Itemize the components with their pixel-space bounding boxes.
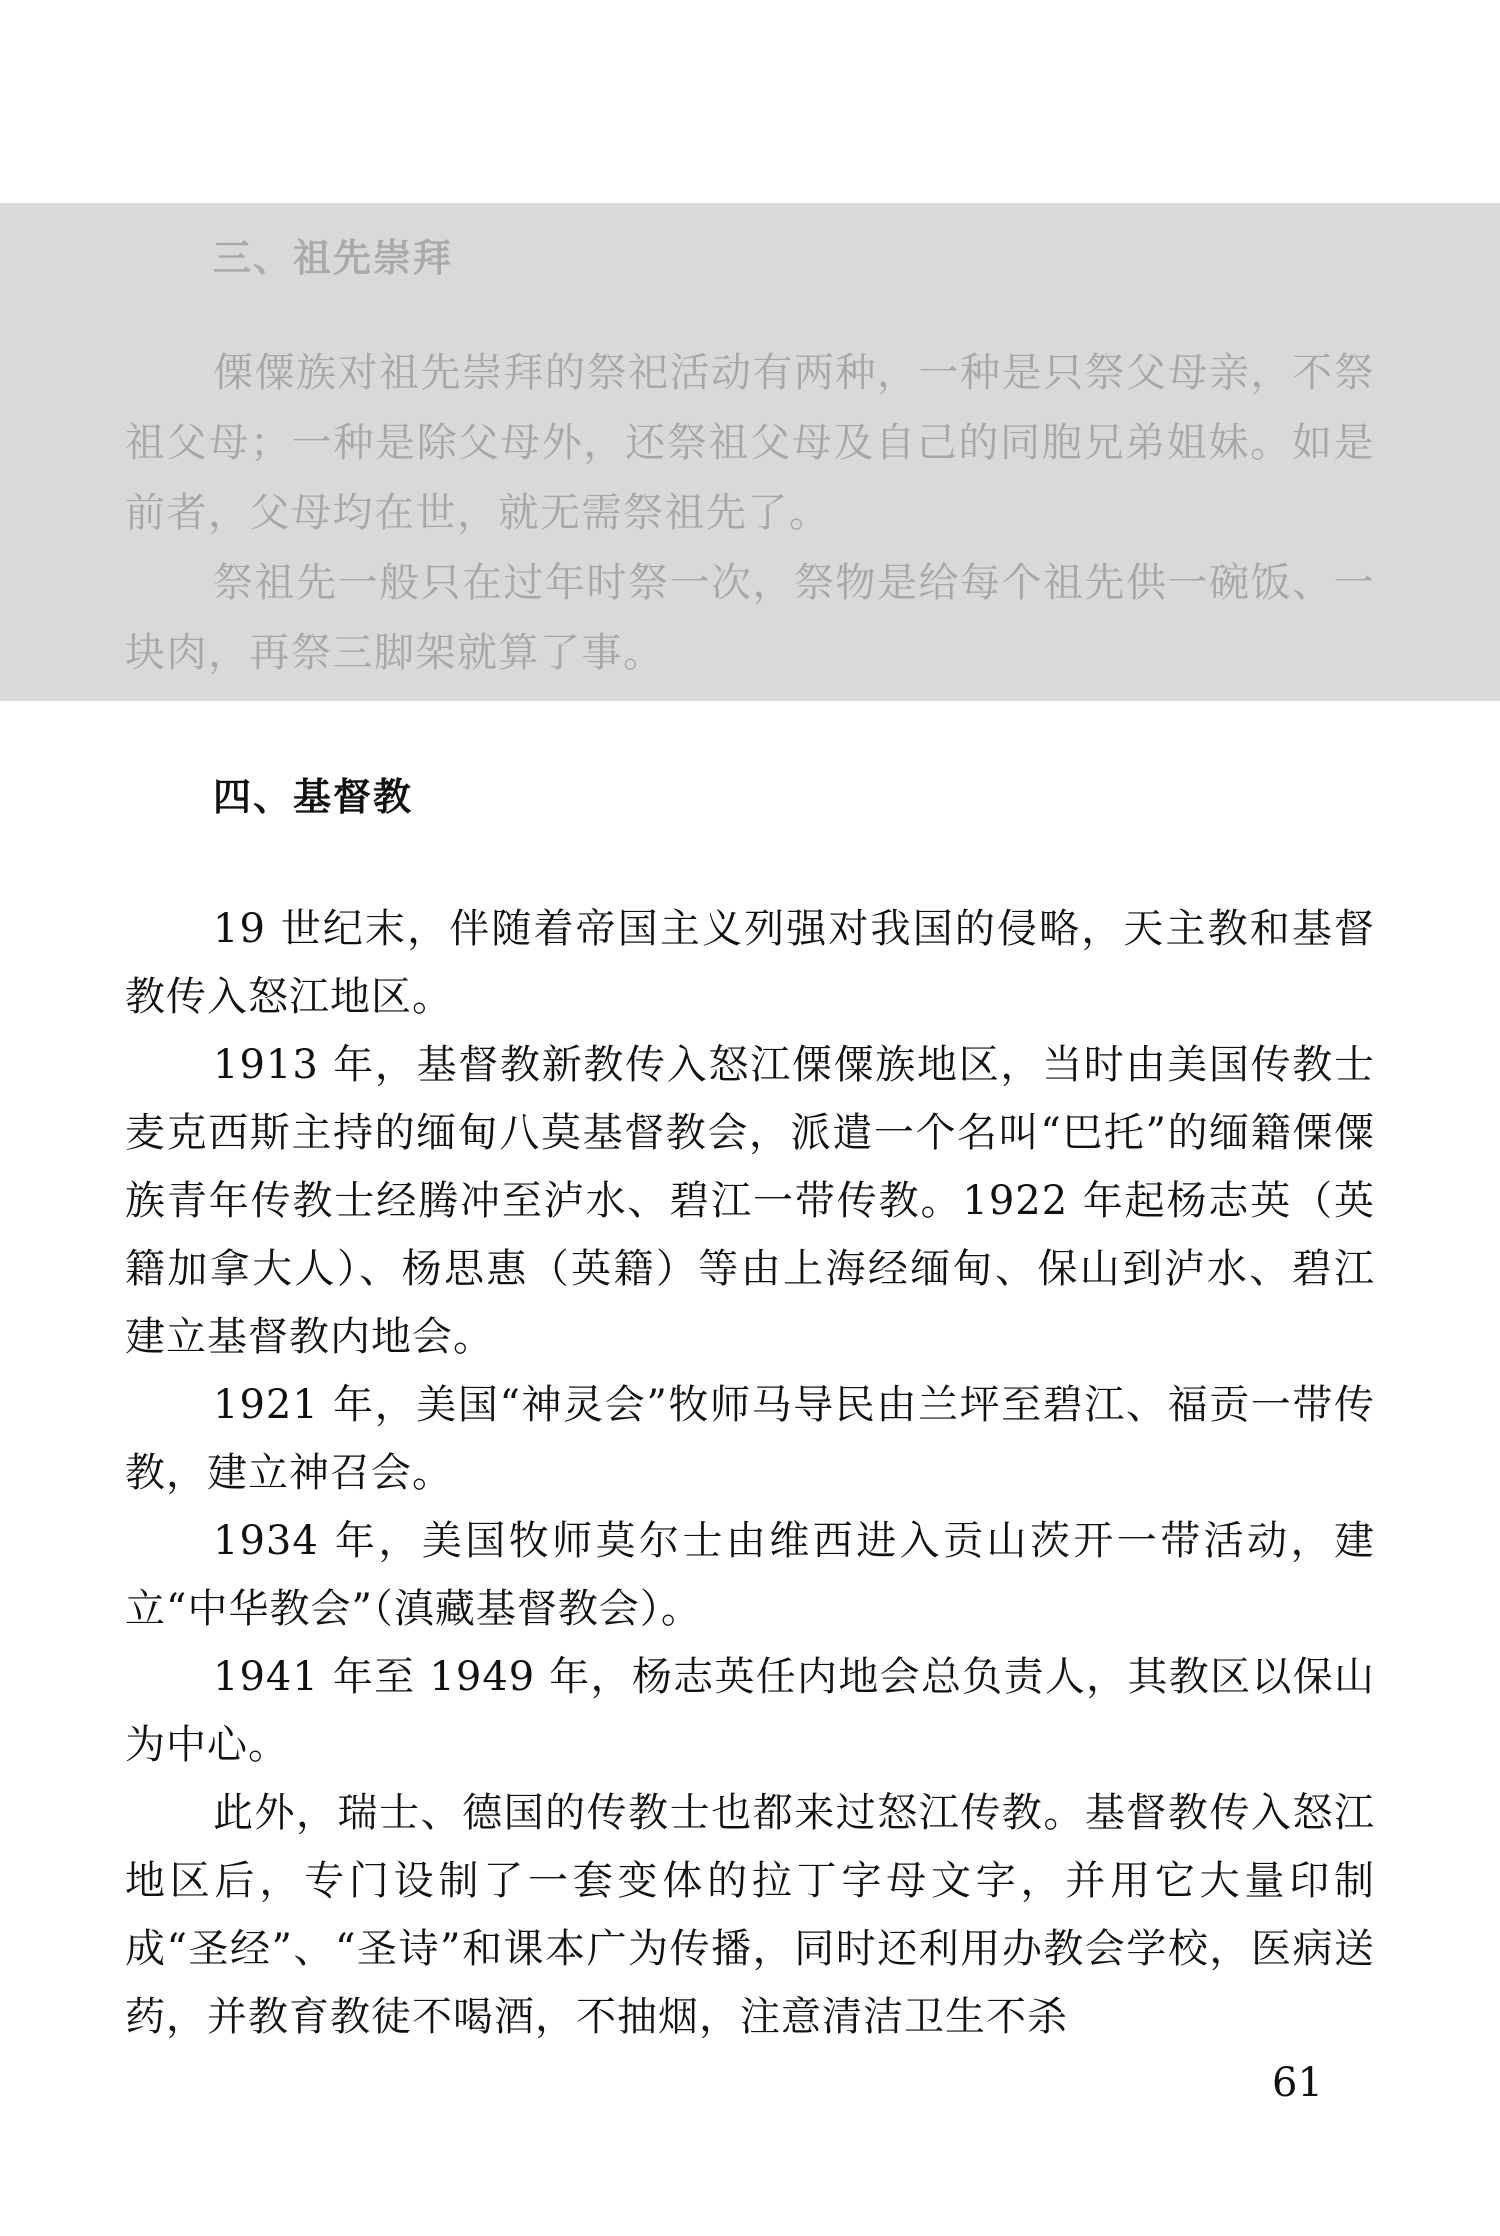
section-heading-christianity: 四、基督教: [213, 775, 414, 819]
section-body-ancestor-worship: [125, 338, 1375, 688]
paragraph: 19 世纪末，伴随着帝国主义列强对我国的侵略，天主教和基督教传入怒江地区。: [125, 906, 1375, 1020]
paragraph: 此外，瑞士、德国的传教士也都来过怒江传教。基督教传入怒江地区后，专门设制了一套变体的拉丁字母文字，并用它大量印制成“圣经”、“圣诗”和课本广为传播，同时还利用办教会学校，医病送药，并教育教徒不喝酒，不抽烟，注意清洁卫生不杀: [125, 1790, 1375, 2040]
faded-section-ancestor-worship: [0, 203, 1500, 701]
paragraph: 祭祖先一般只在过年时祭一次，祭物是给每个祖先供一碗饭、一块肉，再祭三脚架就算了事。: [125, 560, 1375, 676]
paragraph: 1913 年，基督教新教传入怒江傈僳族地区，当时由美国传教士麦克西斯主持的缅甸八莫基督教会，派遣一个名叫“巴托”的缅籍傈僳族青年传教士经腾冲至泸水、碧江一带传教。1922 年起杨志英（英籍加拿大人）、杨思惠（英籍）等由上海经缅甸、保山到泸水、碧江建立基督教内地会。: [125, 1042, 1375, 1360]
paragraph: 1921 年，美国“神灵会”牧师马导民由兰坪至碧江、福贡一带传教，建立神召会。: [125, 1382, 1375, 1496]
paragraph: 1934 年，美国牧师莫尔士由维西进入贡山茨开一带活动，建立“中华教会”（滇藏基督教会）。: [125, 1518, 1375, 1632]
paragraph: 傈僳族对祖先崇拜的祭祀活动有两种，一种是只祭父母亲，不祭祖父母；一种是除父母外，还祭祖父母及自己的同胞兄弟姐妹。如是前者，父母均在世，就无需祭祖先了。: [125, 350, 1375, 536]
section-body-christianity: [125, 895, 1375, 2051]
page-number: 61: [1272, 2060, 1323, 2106]
section-heading-ancestor-worship: 三、祖先崇拜: [213, 236, 454, 280]
paragraph: 1941 年至 1949 年，杨志英任内地会总负责人，其教区以保山为中心。: [125, 1654, 1375, 1768]
